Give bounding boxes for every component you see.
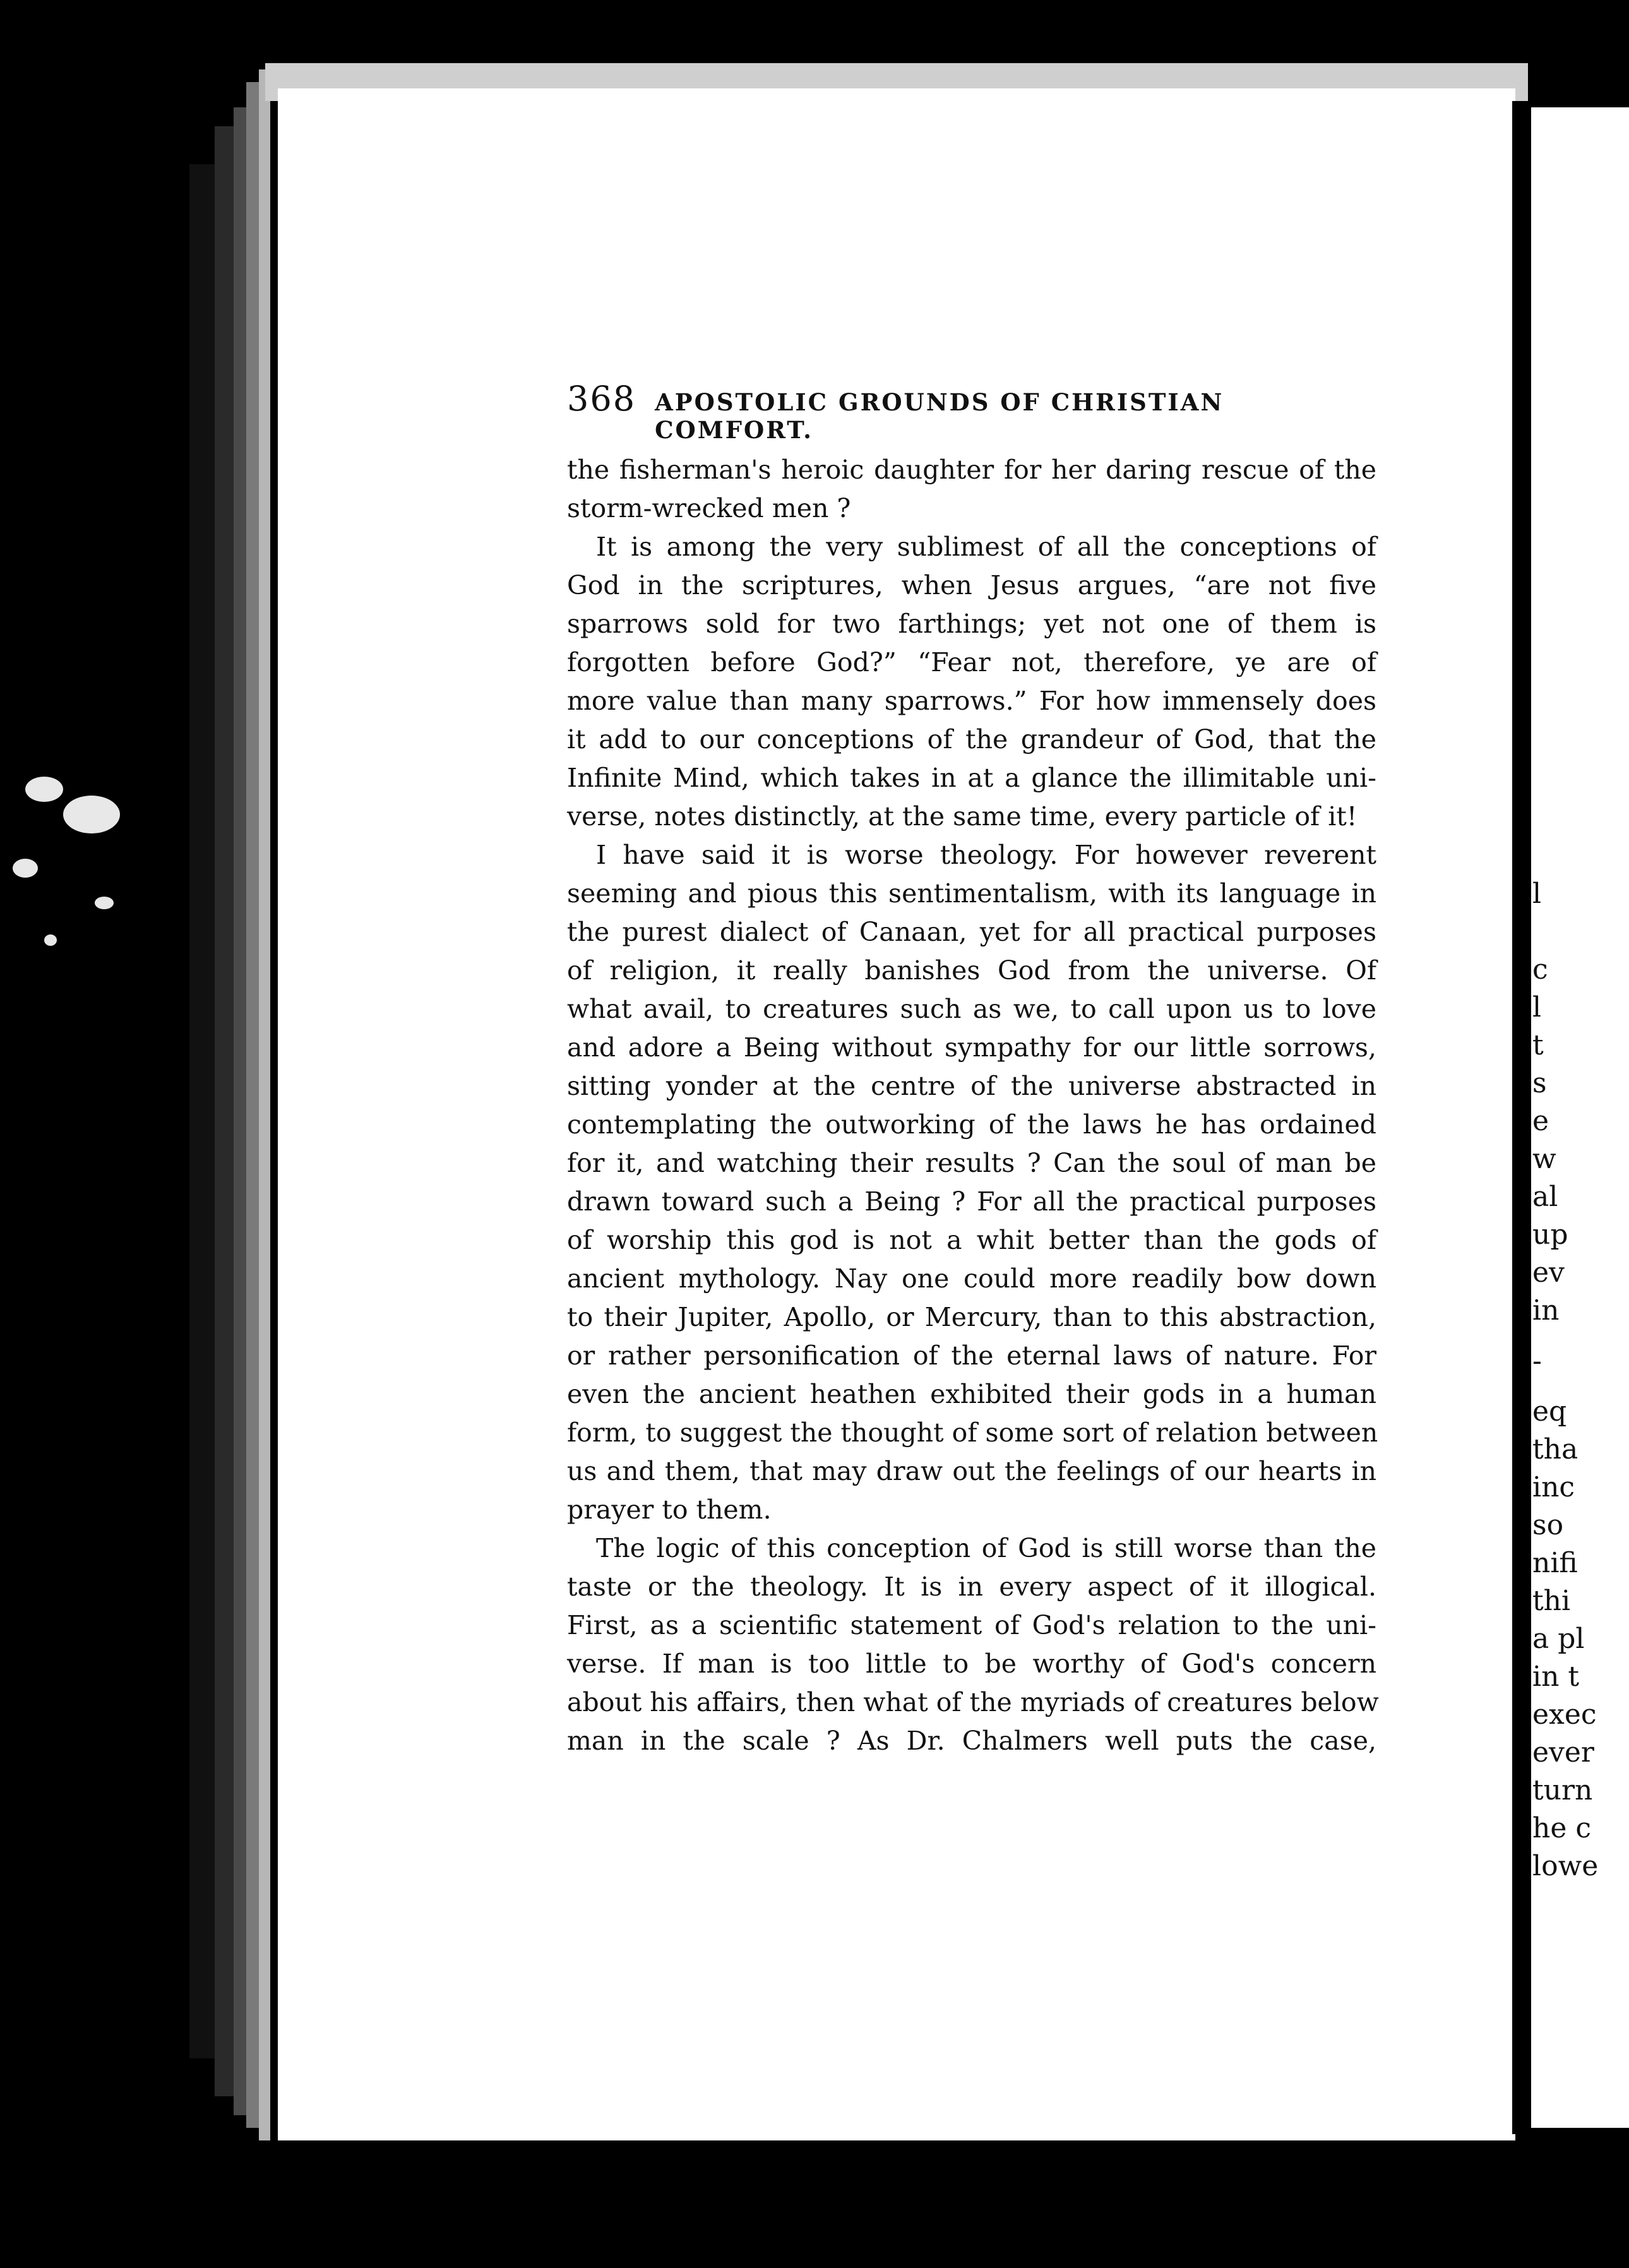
text-line: the fisherman's heroic daughter for her daring rescue of the	[567, 455, 1376, 485]
text-line: Infinite Mind, which takes in at a glance the illimitable uni-	[567, 763, 1376, 793]
text-line: sitting yonder at the centre of the universe abstracted in	[567, 1071, 1376, 1101]
book-edge	[215, 126, 234, 2096]
facing-fragment: ev	[1532, 1256, 1565, 1289]
facing-fragment: ever	[1532, 1736, 1594, 1769]
text-line: what avail, to creatures such as we, to call upon us to love	[567, 994, 1376, 1024]
text-line: contemplating the outworking of the laws he has ordained	[567, 1109, 1376, 1140]
facing-fragment: thi	[1532, 1585, 1571, 1617]
facing-fragment: in t	[1532, 1661, 1580, 1693]
page-edge	[259, 69, 270, 2140]
facing-fragment: in	[1532, 1294, 1560, 1327]
facing-page	[1531, 107, 1629, 2128]
text-line: God in the scriptures, when Jesus argues, “are not five	[567, 570, 1376, 600]
facing-fragment: w	[1532, 1143, 1556, 1175]
facing-fragment: e	[1532, 1105, 1549, 1137]
dust-speck	[13, 859, 38, 878]
text-line: drawn toward such a Being ? For all the practical purposes	[567, 1186, 1376, 1217]
text-line: the purest dialect of Canaan, yet for all practical purposes	[567, 917, 1376, 947]
text-line: forgotten before God?” “Fear not, therefore, ye are of	[567, 647, 1376, 677]
text-line: prayer to them.	[567, 1495, 772, 1525]
page-edge	[246, 82, 259, 2128]
page-edge	[234, 107, 246, 2115]
facing-fragment: lowe	[1532, 1850, 1599, 1882]
text-line: or rather personification of the eternal laws of nature. For	[567, 1340, 1376, 1371]
text-line: it add to our conceptions of the grandeur of God, that the	[567, 724, 1376, 755]
text-line: form, to suggest the thought of some sort of relation between	[567, 1418, 1378, 1448]
text-line: and adore a Being without sympathy for our little sorrows,	[567, 1032, 1376, 1063]
facing-fragment: a pl	[1532, 1623, 1585, 1655]
facing-fragment: turn	[1532, 1774, 1593, 1806]
body-text	[567, 451, 1379, 1760]
dust-speck	[44, 934, 57, 946]
text-line: taste or the theology. It is in every aspect of it illogical.	[567, 1572, 1376, 1602]
page-number: 368	[567, 379, 636, 419]
facing-fragment: al	[1532, 1181, 1558, 1213]
facing-fragment: -	[1532, 1345, 1542, 1377]
facing-fragment: exec	[1532, 1698, 1597, 1731]
text-line: ancient mythology. Nay one could more readily bow down	[567, 1263, 1376, 1294]
facing-fragment: inc	[1532, 1471, 1575, 1503]
dust-speck	[25, 777, 63, 802]
text-line: I have said it is worse theology. For however reverent	[596, 840, 1376, 870]
text-line: verse, notes distinctly, at the same time, every particle of it!	[567, 801, 1358, 832]
text-line: more value than many sparrows.” For how immensely does	[567, 686, 1376, 716]
text-line: of religion, it really banishes God from the universe. Of	[567, 955, 1376, 986]
text-line: even the ancient heathen exhibited their gods in a human	[567, 1379, 1376, 1409]
facing-fragment: s	[1532, 1067, 1547, 1099]
facing-fragment: l	[1532, 991, 1542, 1024]
text-line: about his affairs, then what of the myriads of creatures below	[567, 1687, 1379, 1717]
facing-fragment: l	[1532, 878, 1542, 910]
text-line: seeming and pious this sentimentalism, with its language in	[567, 878, 1376, 909]
running-header	[567, 379, 1376, 444]
book-edge	[189, 164, 215, 2058]
text-line: verse. If man is too little to be worthy of God's concern	[567, 1649, 1376, 1679]
text-line: The logic of this conception of God is still worse than the	[596, 1533, 1376, 1563]
running-title: APOSTOLIC GROUNDS OF CHRISTIAN COMFORT.	[655, 388, 1224, 444]
facing-fragment: nifi	[1532, 1547, 1578, 1579]
text-line: to their Jupiter, Apollo, or Mercury, than to this abstraction,	[567, 1302, 1376, 1332]
facing-fragment: tha	[1532, 1433, 1578, 1465]
text-line: sparrows sold for two farthings; yet not one of them is	[567, 609, 1376, 639]
facing-fragment: c	[1532, 953, 1548, 986]
facing-fragment: so	[1532, 1509, 1564, 1541]
page-gutter	[1512, 101, 1519, 2134]
dust-speck	[95, 897, 114, 909]
text-line: storm-wrecked men ?	[567, 493, 851, 523]
text-line: of worship this god is not a whit better than the gods of	[567, 1225, 1376, 1255]
dust-speck	[63, 796, 120, 833]
facing-fragment: up	[1532, 1219, 1568, 1251]
text-line: First, as a scientific statement of God's relation to the uni-	[567, 1610, 1376, 1640]
facing-fragment: he c	[1532, 1812, 1592, 1844]
facing-fragment: t	[1532, 1029, 1544, 1061]
text-line: It is among the very sublimest of all the conceptions of	[596, 532, 1376, 562]
facing-fragment: eq	[1532, 1395, 1567, 1428]
text-line: man in the scale ? As Dr. Chalmers well puts the case,	[567, 1726, 1376, 1756]
text-line: for it, and watching their results ? Can the soul of man be	[567, 1148, 1376, 1178]
text-line: us and them, that may draw out the feelings of our hearts in	[567, 1456, 1376, 1486]
